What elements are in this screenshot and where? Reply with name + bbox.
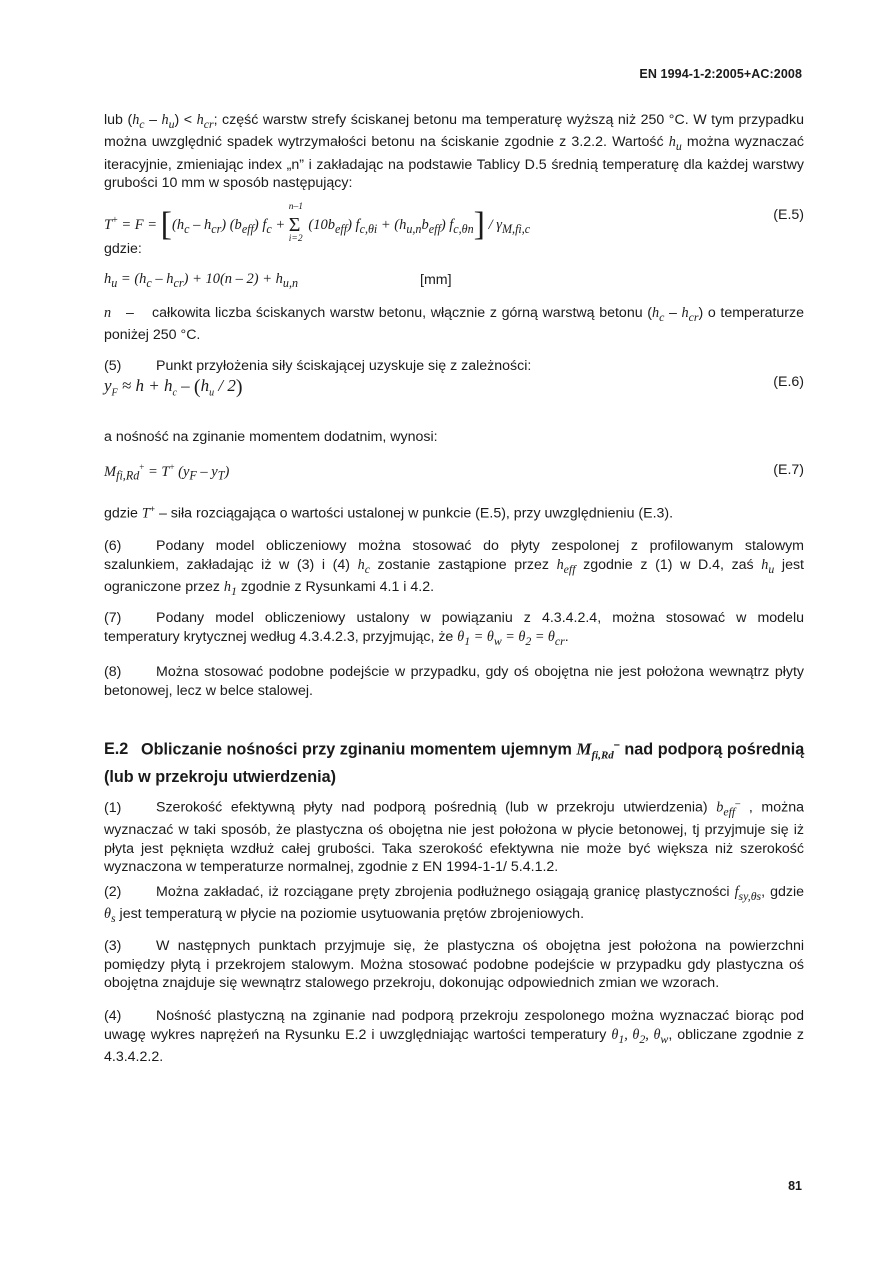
section-paragraph-3: (3) W następnych punktach przyjmuje się, że plastyczna oś obojętna jest położona na powierzchni pomiędzy płytą i przekrojem stalowym. Można stosować podobne podejście w przypadku gdy plastyczna oś obojętna znajduje się wewnątrz stalowego przekroju, dokonując odpowiednich zmian we wzorach.: [104, 938, 804, 991]
paragraph-7: (7) Podany model obliczeniowy ustalony w powiązaniu z 4.3.4.2.4, można stosować w modelu temperatury krytycznej według 4.3.4.2.3, przyjmując, że $\theta_1 = \theta_w = \theta_2 = \theta_{cr}$.: [104, 610, 804, 648]
where-label: gdzie:: [104, 241, 142, 257]
equation-e6-number: (E.6): [773, 374, 804, 390]
equation-e5: [104, 202, 804, 244]
intro-paragraph: lub $(h_c - h_u) < h_{cr}$; część warstw strefy ściskanej betonu ma temperaturę wyższą niż 250 °C. W tym przypadku można uwzględnić spadek wytrzymałości betonu na ściskanie zgodnie z 3.2.2. Wartość $h_u$ można wyznaczać iteracyjnie, zmieniając index „n” i zakładając na podstawie Tablicy D.5 średnią temperaturę dla każdej warstwy grubości 10 mm w sposób następujący:: [104, 112, 804, 192]
equation-e5-formula: $T^+ = F = [(h_c - h_{cr})$ $(b_{eff}) f_c$ + n–1 Σ i=2 $(10b_{eff}) f_{c,\theta i} + (h_{u,n}b_{eff})$ $f_{c,\theta n}] / \gamma_{M,fi,c}$: [104, 202, 531, 244]
paragraph-6: (6) Podany model obliczeniowy można stosować do płyty zespolonej z profilowanym stalowym szalunkiem, zakładając iż w (3) i (4) $h_c$ zostanie zastąpione przez $h_{eff}$ zgodnie z (1) w D.4, zaś $h_u$ jest ograniczone przez $h_1$ zgodnie z Rysunkami 4.1 i 4.2.: [104, 538, 804, 598]
page-number: 81: [788, 1179, 802, 1193]
equation-e5-number: (E.5): [773, 207, 804, 223]
equation-e7: [104, 462, 804, 486]
equation-e7-number: (E.7): [773, 462, 804, 478]
equation-e6-formula: $y_F \approx h + h_c - (h_u / 2)$: [104, 376, 243, 399]
n-definition: n – całkowita liczba ściskanych warstw betonu, włącznie z górną warstwą betonu $(h_c - h_{cr})$ o temperaturze poniżej 250 °C.: [104, 305, 804, 344]
moment-text: a nośność na zginanie momentem dodatnim, wynosi:: [104, 429, 438, 445]
equation-hu-unit: [mm]: [420, 272, 452, 288]
paragraph-5: (5) Punkt przyłożenia siły ściskającej uzyskuje się z zależności:: [104, 358, 532, 374]
equation-hu-formula: $h_u = (h_c - h_{cr}) + 10(n - 2) + h_{u,n}$: [104, 271, 299, 290]
section-paragraph-2: (2) Można zakładać, iż rozciągane pręty zbrojenia podłużnego osiągają granicę plastyczności $f_{sy,\theta s}$, gdzie $\theta_s$ jest temperaturą w płycie na poziomie usytuowania prętów zbrojeniowych.: [104, 884, 805, 926]
where-t-plus: gdzie T+ – siła rozciągająca o wartości ustalonej w punkcie (E.5), przy uwzględnieniu (E.3).: [104, 504, 674, 522]
section-paragraph-1: (1) Szerokość efektywną płyty nad podporą pośrednią (lub w przekroju utwierdzenia) $b_{eff}^-$ , można wyznaczać w taki sposób, że plastyczna oś obojętna nie jest położona w płycie betonowej, tj przyjmuje się iż płyta jest pęknięta wzdłuż całej grubości. Taka szerokość efektywna nie może być większa niż szerokość wyznaczona w temperaturze normalnej, zgodnie z EN 1994-1-1/ 5.4.1.2.: [104, 798, 804, 876]
section-paragraph-4: (4) Nośność plastyczną na zginanie nad podporą przekroju zespolonego można wyznaczać biorąc pod uwagę wykres naprężeń na Rysunku E.2 i uwzględniając wartości temperatury $\theta_1$, $\theta_2$, $\theta_w$, obliczane zgodnie z 4.3.4.2.2.: [104, 1008, 804, 1065]
equation-hu: [104, 271, 804, 295]
equation-e7-formula: $M_{fi,Rd}^+ = T^+$ $(y_F - y_T)$: [104, 462, 230, 483]
section-heading-e2: E.2 Obliczanie nośności przy zginaniu momentem ujemnym $M_{fi,Rd}^-$ nad podporą pośrednią (lub w przekroju utwierdzenia): [104, 739, 805, 786]
equation-e6: [104, 376, 804, 400]
standard-code-header: EN 1994-1-2:2005+AC:2008: [639, 67, 802, 81]
paragraph-8: (8) Można stosować podobne podejście w przypadku, gdy oś obojętna nie jest położona wewnątrz płyty betonowej, lecz w belce stalowej.: [104, 664, 804, 699]
